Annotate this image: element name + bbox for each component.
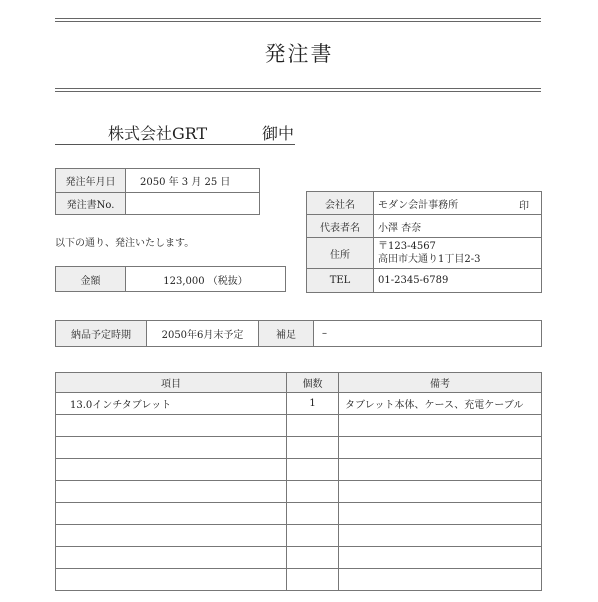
item-name-cell: 13.0インチタブレット <box>56 393 287 415</box>
issuer-rep-value: 小澤 杏奈 <box>374 215 542 238</box>
item-name-cell <box>56 569 287 591</box>
item-name-cell <box>56 459 287 481</box>
issuer-tel-label: TEL <box>307 269 374 293</box>
delivery-note-label: 補足 <box>259 321 314 347</box>
item-notes-cell <box>339 547 542 569</box>
issuer-company-label: 会社名 <box>307 192 374 215</box>
table-row <box>56 415 542 437</box>
issuer-company-value: モダン会計事務所 <box>378 199 459 211</box>
delivery-note-value: – <box>314 321 542 347</box>
table-row <box>56 569 542 591</box>
item-qty-cell: 1 <box>287 393 339 415</box>
item-qty-cell <box>287 459 339 481</box>
item-notes-cell <box>339 569 542 591</box>
addressee-underline <box>55 144 295 145</box>
items-header-qty: 個数 <box>287 373 339 393</box>
order-date-value: 2050 年 3 月 25 日 <box>126 169 260 193</box>
table-row <box>56 393 542 415</box>
issuer-address-label: 住所 <box>307 238 374 269</box>
item-qty-cell <box>287 415 339 437</box>
item-qty-cell <box>287 481 339 503</box>
item-notes-cell <box>339 481 542 503</box>
table-row <box>56 525 542 547</box>
items-header-item: 項目 <box>56 373 287 393</box>
issuer-address: 高田市大通り1丁目2-3 <box>378 254 481 265</box>
item-name-cell <box>56 525 287 547</box>
delivery-table <box>55 320 542 347</box>
item-notes-cell <box>339 415 542 437</box>
item-name-cell <box>56 547 287 569</box>
delivery-value: 2050年6月末予定 <box>147 321 259 347</box>
order-number-value <box>126 193 260 215</box>
item-qty-cell <box>287 569 339 591</box>
issuer-address-cell <box>374 238 542 269</box>
item-qty-cell <box>287 525 339 547</box>
item-notes-cell: タブレット本体、ケース、充電ケーブル <box>339 393 542 415</box>
item-notes-cell <box>339 459 542 481</box>
issuer-tel-value: 01-2345-6789 <box>374 269 542 293</box>
item-name-cell <box>56 437 287 459</box>
table-row <box>56 503 542 525</box>
item-name-cell <box>56 415 287 437</box>
amount-table <box>55 266 286 292</box>
item-name-cell <box>56 503 287 525</box>
item-qty-cell <box>287 547 339 569</box>
intro-text: 以下の通り、発注いたします。 <box>55 238 195 249</box>
table-row <box>56 437 542 459</box>
issuer-table <box>306 191 542 293</box>
issuer-postal: 〒123-4567 <box>378 241 436 252</box>
addressee-company: 株式会社GRT <box>108 124 208 143</box>
issuer-rep-label: 代表者名 <box>307 215 374 238</box>
document-title: 発注書 <box>264 42 334 66</box>
table-row <box>56 547 542 569</box>
item-notes-cell <box>339 525 542 547</box>
amount-value: 123,000 （税抜） <box>126 267 286 292</box>
table-row <box>56 481 542 503</box>
item-qty-cell <box>287 437 339 459</box>
title-rule-bottom-2 <box>55 91 541 92</box>
item-notes-cell <box>339 503 542 525</box>
item-qty-cell <box>287 503 339 525</box>
item-notes-cell <box>339 437 542 459</box>
order-date-label: 発注年月日 <box>56 169 126 193</box>
amount-label: 金額 <box>56 267 126 292</box>
delivery-label: 納品予定時期 <box>56 321 147 347</box>
title-rule-bottom-1 <box>55 88 541 89</box>
seal-mark: 印 <box>519 201 529 212</box>
items-table <box>55 372 542 591</box>
item-name-cell <box>56 481 287 503</box>
items-header-notes: 備考 <box>339 373 542 393</box>
title-rule-top-2 <box>55 21 541 22</box>
order-number-label: 発注書No. <box>56 193 126 215</box>
order-info-table <box>55 168 260 215</box>
title-rule-top-1 <box>55 18 541 19</box>
issuer-company-cell <box>374 192 542 215</box>
table-row <box>56 459 542 481</box>
addressee-honorific: 御中 <box>262 124 295 143</box>
